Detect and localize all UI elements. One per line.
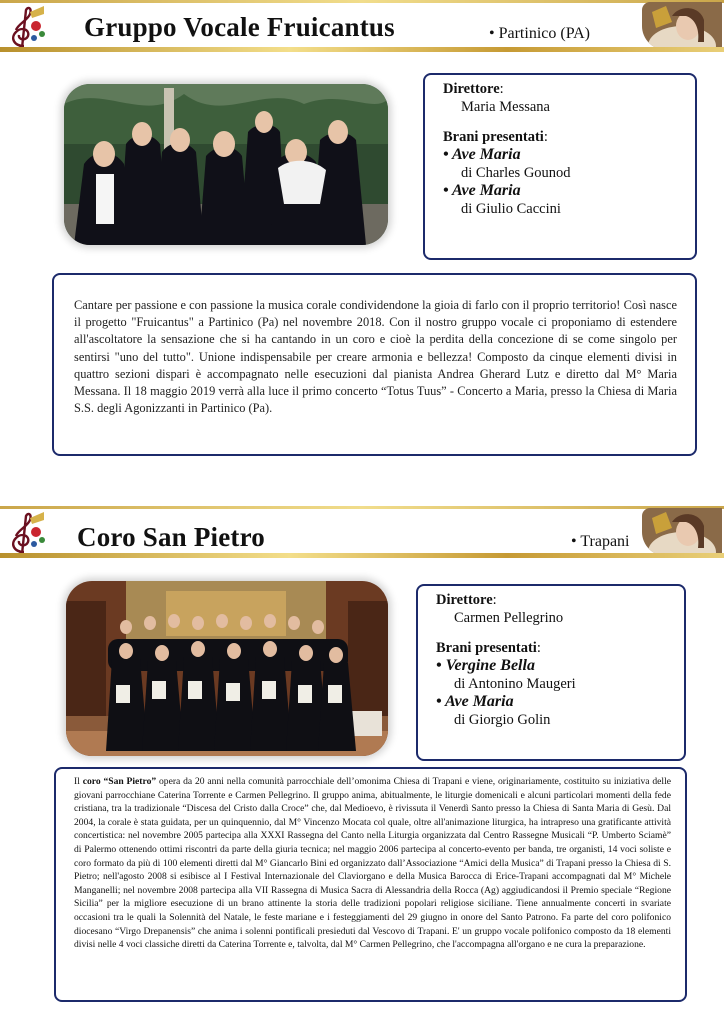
info-box-section-1: Direttore: Maria Messana Brani presentati: • Ave Maria di Charles Gounod • Ave Maria di Giulio Caccini: [423, 73, 697, 260]
group-photo: [66, 581, 388, 756]
header-section-2: [0, 506, 724, 558]
piece-composer: di Charles Gounod: [461, 165, 571, 181]
piece-title: • Ave Maria: [443, 182, 521, 199]
piece-composer: di Giulio Caccini: [461, 201, 561, 217]
treble-clef-logo-icon: [4, 4, 48, 50]
madonna-portrait-icon: [642, 2, 722, 50]
piece-title: • Ave Maria: [436, 693, 514, 710]
piece-title: • Ave Maria: [443, 146, 521, 163]
group-photo: [64, 84, 388, 245]
page-title: Gruppo Vocale Fruicantus: [84, 12, 395, 42]
treble-clef-logo-icon: [4, 510, 48, 556]
description-text: Il coro “San Pietro” opera da 20 anni nella comunità parrocchiale dell’omonima Chiesa di Trapani e viene, originariamente, costituito su iniziativa delle giovani parrocchiane Caterina Torrente e Carmen Pellegrino. Il gruppo anima, abitualmente, le liturgie domenicali e alcuni particolari momenti della fede cristiana, tra la tradizionale “Discesa del Cristo dalla Croce” che, dal Medioevo, è rivissuta il Venerdì Santo presso la Chiesa di Santa Maria di Gesù. Dal 2004, la corale è stata guidata, per un quinquennio, dal M° Vincenzo Mocata col quale, oltre all'animazione liturgica, ha intrapreso una gratificante attività concertistica: nel novembre 2005 partecipa alla XXXI Rassegna del Canto nella Liturgia organizzata dal Centro Rassegne Musicali “P. Umberto Sciamè” di Palermo ottenendo ottimi riscontri da parte della giuria tecnica; nel maggio 2006 partecipa al concerto-evento per banda, tre organisti, 14 voci soliste e coro formato da più di 100 elementi diretti dal M° Giancarlo Bini ed organizzato dall’Associazione “Amici della Musica” di Trapani presso la Chiesa di S. Pietro; nell'agosto 2008 si esibisce al I Festival Internazionale del Claviorgano e della Musica Barocca di Erice-Trapani accompagnati dal M° Michele Manganelli; nel novembre 2008 partecipa alla VII Rassegna di Musica Sacra di Alessandria della Rocca (Ag) aggiudicandosi il Premio speciale “Regione Sicilia” per la migliore esecuzione di un brano attinente la storia delle tradizioni popolari religiose siciliane. Tiene annualmente concerti in svariate occasioni tra le quali la Solennità del Natale, le feste mariane e i festeggiamenti del 29 giugno in onore del Santo Patrono. Fa parte del coro polifonico diocesano “Virgo Drepanensis” che anima i solenni pontificali presieduti dal Vescovo di Trapani. E' un gruppo vocale polifonico composto da 18 elementi divisi nelle 4 voci classiche diretti da Caterina Torrente e, talvolta, dal M° Carmen Pellegrino, che l'accompagna all'organo e ne cura la preparazione.: [74, 776, 672, 951]
director-name: Maria Messana: [461, 99, 550, 115]
piece-composer: di Antonino Maugeri: [454, 676, 576, 692]
location-label: • Trapani: [571, 533, 630, 550]
choir-name: coro “San Pietro”: [82, 776, 157, 787]
madonna-portrait-icon: [642, 508, 722, 556]
piece-title: • Vergine Bella: [436, 657, 535, 674]
description-text: Cantare per passione e con passione la musica corale condividendone la gioia di farlo con il proprio territorio! Così nasce il progetto "Fruicantus" a Partinico (Pa) nel novembre 2018. Con il nostro gruppo vocale ci proponiamo di estendere all'ascoltatore la sensazione che si ha cantando in un coro e cioè la perdita della concezione di se come singolo per sentirsi "uno del tutto". Unione indispensabile per creare armonia e bellezza! Composto da cinque elementi divisi in quattro sezioni dispari è accompagnato nelle esecuzioni dal pianista Andrea Gherard Lutz e diretto dal M° Maria Messana. Il 18 maggio 2019 verrà alla luce il primo concerto “Totus Tuus” - Concerto a Maria, presso la Chiesa di Maria S.S. degli Agonizzanti in Partinico (Pa).: [74, 298, 677, 416]
location-label: • Partinico (PA): [489, 25, 591, 42]
info-box-section-2: Direttore: Carmen Pellegrino Brani presentati: • Vergine Bella di Antonino Maugeri • Ave Maria di Giorgio Golin: [416, 584, 686, 761]
pieces-label: Brani presentati: [436, 640, 537, 656]
page-title: Coro San Pietro: [77, 522, 265, 552]
description-box-section-2: [54, 767, 687, 1002]
director-label: Direttore: [443, 81, 500, 97]
header-section-1: [0, 0, 724, 52]
pieces-label: Brani presentati: [443, 129, 544, 145]
piece-composer: di Giorgio Golin: [454, 712, 551, 728]
director-name: Carmen Pellegrino: [454, 610, 564, 626]
director-label: Direttore: [436, 592, 493, 608]
description-box-section-1: [52, 273, 697, 456]
